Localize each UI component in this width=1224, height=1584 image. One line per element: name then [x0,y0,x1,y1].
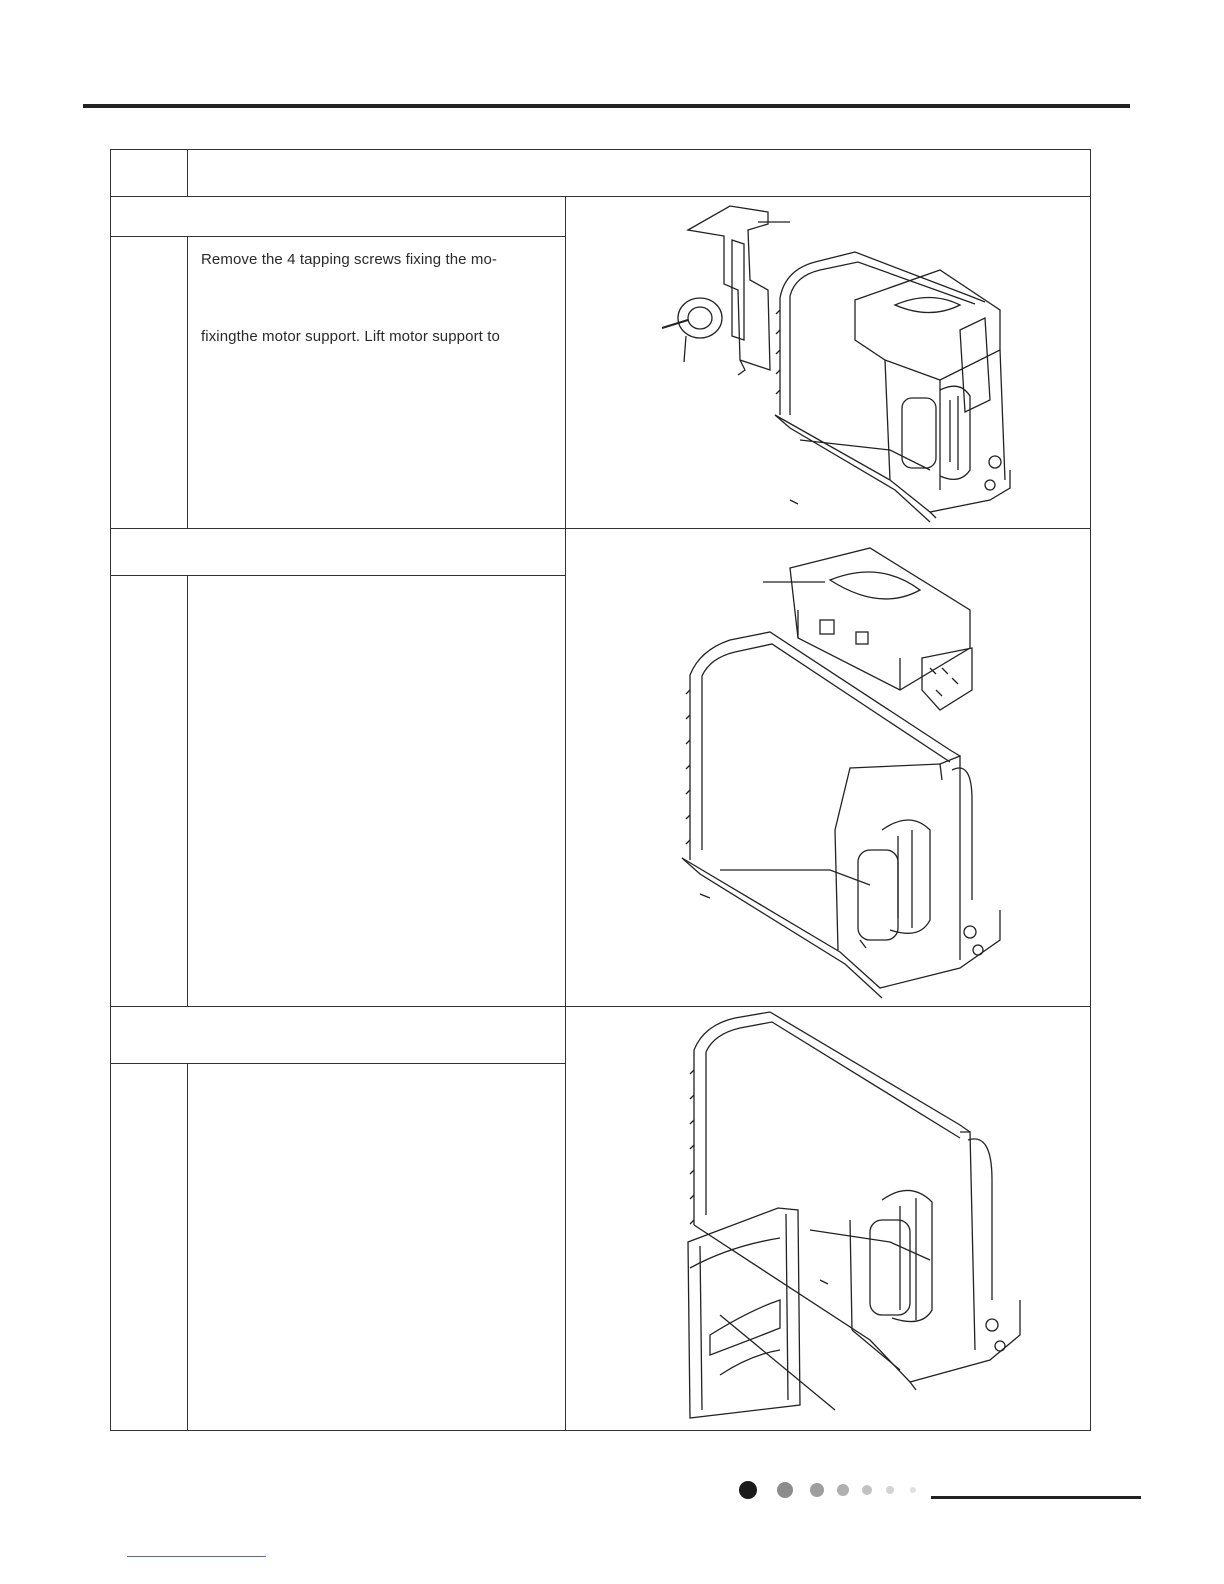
section3-subhead-divider [110,1063,565,1064]
footer-rule [931,1496,1141,1499]
section2-subhead-divider [110,575,565,576]
section2-end-divider [110,1006,1091,1007]
page-dots-decoration [738,1478,928,1502]
section1-subhead-divider [110,236,565,237]
section3-step-col-divider [187,1063,188,1431]
header-row-divider [110,196,1091,197]
header-rule [83,104,1130,108]
electric-box-figure [660,540,1020,1000]
step1-text-line1: Remove the 4 tapping screws fixing the mo- [201,251,498,268]
motor-support-figure [640,200,1060,525]
clapboard-figure [670,1010,1040,1425]
text-image-divider [565,196,566,1431]
section1-step-col-divider [187,236,188,528]
section1-end-divider [110,528,1091,529]
header-col-divider [187,149,188,196]
step1-text-line2: fixingthe motor support. Lift motor support to [201,328,500,345]
footer-link-underline[interactable] [127,1556,266,1557]
section2-step-col-divider [187,575,188,1006]
